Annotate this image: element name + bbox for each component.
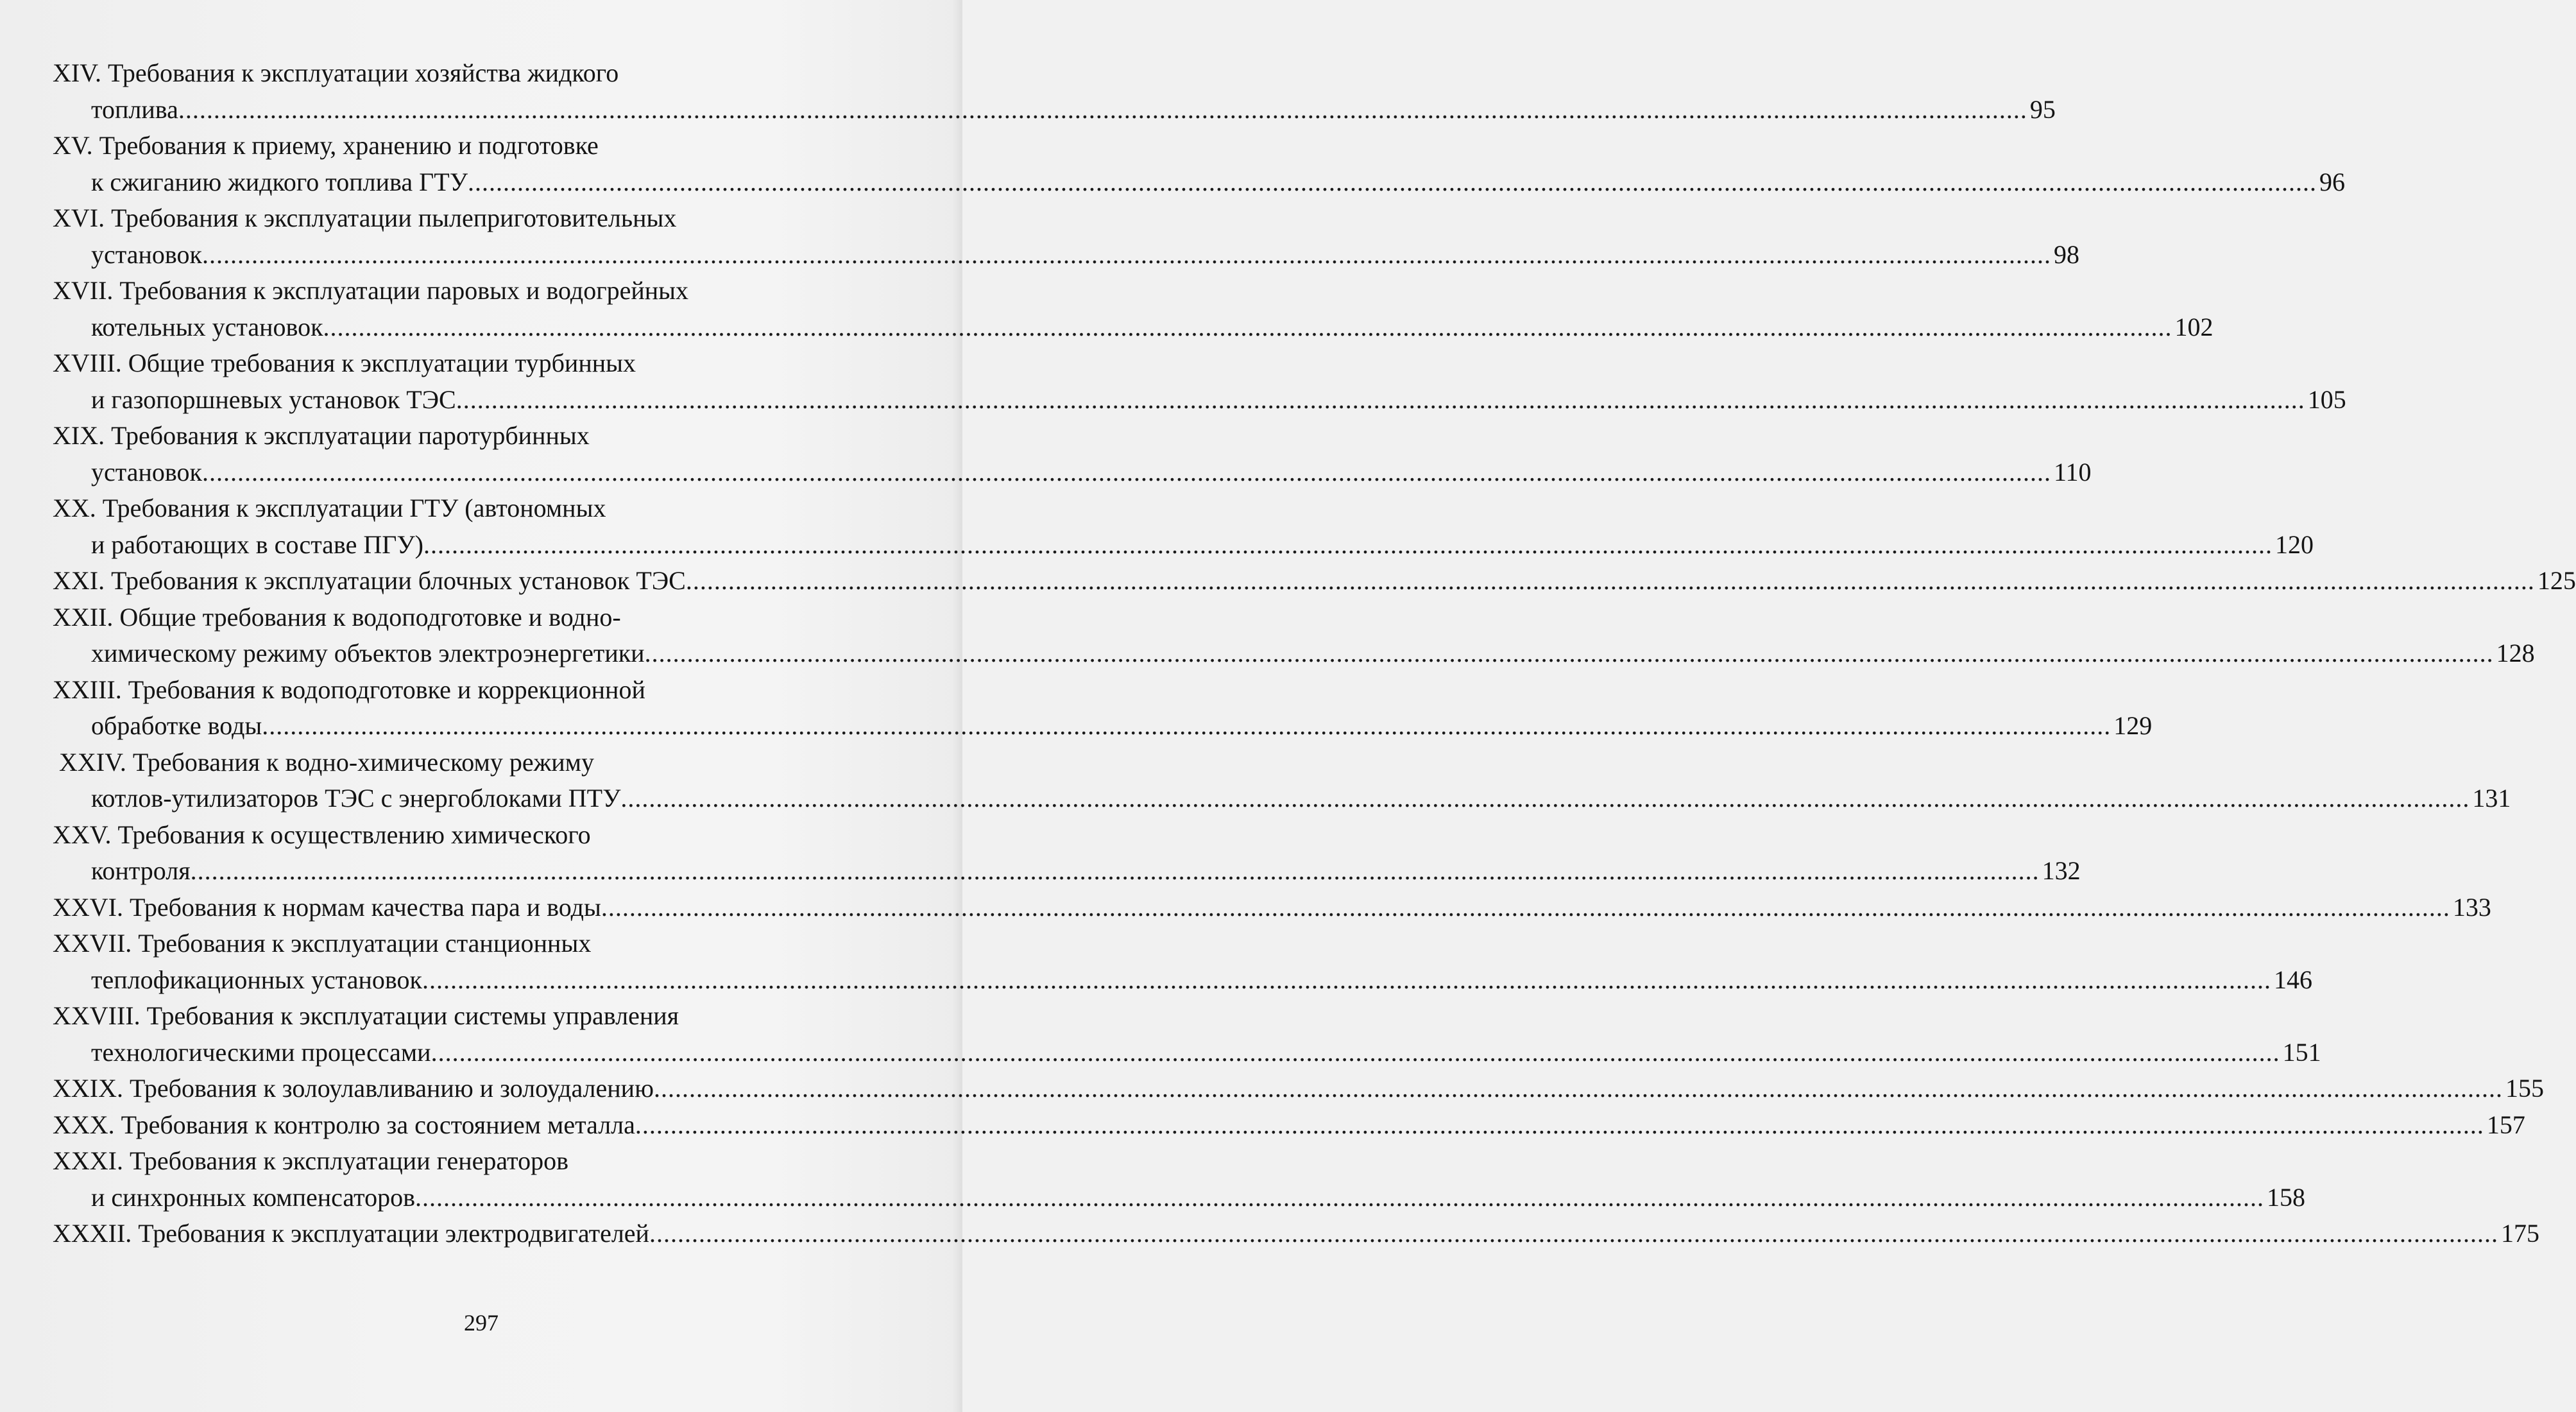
toc-entry-leader-line xyxy=(53,635,2535,672)
toc-entry-title-line xyxy=(59,745,866,781)
toc-entry xyxy=(53,745,2511,817)
toc-entry-leader-line xyxy=(53,164,2346,201)
toc-entry-page: 125 xyxy=(2537,566,2576,595)
toc-entry-leader-line xyxy=(53,962,2312,999)
dot-leader xyxy=(422,962,2271,999)
toc-entry-page: 157 xyxy=(2486,1110,2525,1139)
toc-entry-title-continued: и синхронных компенсаторов xyxy=(91,1182,415,1212)
toc-entry-title: XXIII. Требования к водоподготовке и коррекционной xyxy=(53,675,645,704)
toc-entry-title: XXVI. Требования к нормам качества пара и воды xyxy=(53,892,601,922)
toc-entry-title: XXIV. Требования к водно-химическому режиму xyxy=(59,747,594,777)
toc-entry-leader-line xyxy=(53,527,2314,564)
toc-entry-title-line xyxy=(53,998,866,1035)
toc-entry-leader-line xyxy=(53,1180,2305,1216)
toc-entry-page: 105 xyxy=(2307,384,2346,414)
toc-entry-page: 110 xyxy=(2053,457,2092,486)
toc-entry-leader-line xyxy=(53,237,2079,273)
dot-leader xyxy=(635,1107,2484,1144)
toc-entry-page: 151 xyxy=(2282,1037,2321,1067)
toc-entry-title-continued: теплофикационных установок xyxy=(91,965,422,994)
toc-entry-title: XVI. Требования к эксплуатации пылеприготовительных xyxy=(53,203,677,232)
toc-entry-leader-line xyxy=(53,454,2092,491)
toc-entry-title-continued: котельных установок xyxy=(91,312,323,341)
toc-entry-title: XXIX. Требования к золоулавливанию и золоудалению xyxy=(53,1074,654,1103)
toc-entry-leader-line xyxy=(53,1216,2539,1252)
dot-leader xyxy=(686,563,2535,599)
toc-entry-page: 175 xyxy=(2500,1219,2539,1248)
toc-entry-page: 155 xyxy=(2505,1074,2544,1103)
toc-entry-page: 146 xyxy=(2273,965,2312,994)
dot-leader xyxy=(191,853,2040,890)
toc-entry-page: 98 xyxy=(2053,239,2079,269)
dot-leader xyxy=(431,1035,2280,1071)
toc-entry xyxy=(53,490,2314,563)
dot-leader xyxy=(468,164,2317,201)
toc-entry-title: XXVII. Требования к эксплуатации станционных xyxy=(53,929,592,958)
toc-entry xyxy=(53,998,2321,1071)
toc-entry-title-continued: контроля xyxy=(91,856,191,885)
toc-entry-page: 96 xyxy=(2319,167,2346,196)
dot-leader xyxy=(415,1180,2264,1216)
toc-entry-page: 95 xyxy=(2029,94,2056,124)
toc-entry-title-continued: к сжиганию жидкого топлива ГТУ xyxy=(91,167,468,196)
toc-entry-title-line xyxy=(53,128,866,164)
toc-entry-title: XX. Требования к эксплуатации ГТУ (автономных xyxy=(53,494,606,522)
toc-entry-leader-line xyxy=(53,563,2576,599)
toc-entry-page: 129 xyxy=(2113,711,2153,740)
toc-entry xyxy=(53,1107,2525,1144)
dot-leader xyxy=(649,1216,2498,1252)
toc-entry-title: XVII. Требования к эксплуатации паровых и водогрейных xyxy=(53,276,689,305)
toc-entry-title-continued: топлива xyxy=(91,94,178,124)
toc-entry-leader-line xyxy=(53,853,2081,890)
toc-entry-title: XXV. Требования к осуществлению химического xyxy=(53,820,591,849)
toc-entry xyxy=(53,1216,2539,1252)
toc-entry-title-continued: химическому режиму объектов электроэнергетики xyxy=(91,639,645,667)
dot-leader xyxy=(601,890,2450,926)
toc-entry-page: 133 xyxy=(2452,892,2491,922)
toc-entry-page: 120 xyxy=(2274,530,2314,559)
dot-leader xyxy=(202,237,2051,273)
toc-entry-title-line xyxy=(53,817,866,854)
toc-entry xyxy=(53,599,2535,672)
dot-leader xyxy=(645,635,2494,672)
toc-entry-title-line xyxy=(53,273,866,309)
toc-entry-title-line xyxy=(53,200,866,237)
toc-entry-title: XIV. Требования к эксплуатации хозяйства жидкого xyxy=(53,58,619,87)
toc-entry xyxy=(53,672,2153,745)
toc-entry-page: 102 xyxy=(2174,312,2213,341)
toc-entry-title-line xyxy=(53,1143,866,1180)
toc-entry-leader-line xyxy=(53,1107,2525,1144)
toc-entry-leader-line xyxy=(53,92,2056,128)
toc-entry xyxy=(53,418,2092,490)
dot-leader xyxy=(423,527,2273,564)
dot-leader xyxy=(178,92,2027,128)
toc-entry-title-continued: котлов-утилизаторов ТЭС с энергоблоками ПТУ xyxy=(91,784,621,813)
dot-leader xyxy=(323,309,2172,346)
toc-entry-leader-line xyxy=(53,309,2213,346)
toc-entry-page: 158 xyxy=(2266,1182,2305,1212)
toc-entry-title: XXXII. Требования к эксплуатации электродвигателей xyxy=(53,1219,649,1248)
page-number: 297 xyxy=(464,1310,499,1336)
toc-entry-leader-line xyxy=(59,780,2511,817)
dot-leader xyxy=(456,382,2305,418)
toc-entry-title-continued: установок xyxy=(91,457,202,486)
dot-leader xyxy=(262,708,2111,745)
toc-entry-leader-line xyxy=(53,382,2346,418)
toc-entry xyxy=(53,563,2576,599)
toc-entry xyxy=(53,890,2491,926)
toc-entry xyxy=(53,128,2346,200)
toc-entry xyxy=(53,273,2213,345)
toc-entry xyxy=(53,1071,2544,1107)
toc-entry-page: 131 xyxy=(2472,784,2511,813)
toc-entry-page: 128 xyxy=(2496,639,2535,667)
toc-entry xyxy=(53,200,2079,273)
toc-entry-title: XXVIII. Требования к эксплуатации системы управления xyxy=(53,1001,679,1030)
toc-entry-title-line xyxy=(53,418,866,454)
toc-entry-title: XXI. Требования к эксплуатации блочных установок ТЭС xyxy=(53,566,686,595)
toc-entry-leader-line xyxy=(53,1035,2321,1071)
toc-entry xyxy=(53,926,2312,998)
dot-leader xyxy=(202,454,2051,491)
toc-entry-leader-line xyxy=(53,708,2153,745)
toc-entry-title: XXXI. Требования к эксплуатации генераторов xyxy=(53,1146,568,1175)
toc-entry-page: 132 xyxy=(2042,856,2081,885)
toc-entry xyxy=(53,55,2056,128)
toc-entry-leader-line xyxy=(53,890,2491,926)
toc-entry-title: XVIII. Общие требования к эксплуатации турбинных xyxy=(53,349,636,377)
toc-entry-title-line xyxy=(53,55,866,92)
table-of-contents xyxy=(53,55,2576,1252)
toc-entry-title: XXX. Требования к контролю за состоянием металла xyxy=(53,1110,635,1139)
dot-leader xyxy=(654,1071,2503,1107)
toc-entry-title-line xyxy=(53,345,866,382)
toc-entry-title: XXII. Общие требования к водоподготовке и водно- xyxy=(53,602,621,632)
toc-entry xyxy=(53,817,2081,890)
toc-entry-leader-line xyxy=(53,1071,2544,1107)
toc-entry xyxy=(53,1143,2305,1216)
toc-entry-title-continued: технологическими процессами xyxy=(91,1037,431,1067)
toc-entry-title-line xyxy=(53,926,866,962)
toc-entry xyxy=(53,345,2346,418)
toc-entry-title-continued: и газопоршневых установок ТЭС xyxy=(91,384,456,414)
toc-entry-title: XV. Требования к приему, хранению и подготовке xyxy=(53,131,599,160)
toc-entry-title-line xyxy=(53,490,866,527)
toc-entry-title-continued: обработке воды xyxy=(91,711,262,740)
toc-entry-title-continued: и работающих в составе ПГУ) xyxy=(91,530,423,559)
toc-entry-title-line xyxy=(53,599,866,636)
toc-entry-title-continued: установок xyxy=(91,239,202,269)
toc-entry-title: XIX. Требования к эксплуатации паротурбинных xyxy=(53,421,590,450)
toc-entry-title-line xyxy=(53,672,866,709)
dot-leader xyxy=(620,780,2469,817)
